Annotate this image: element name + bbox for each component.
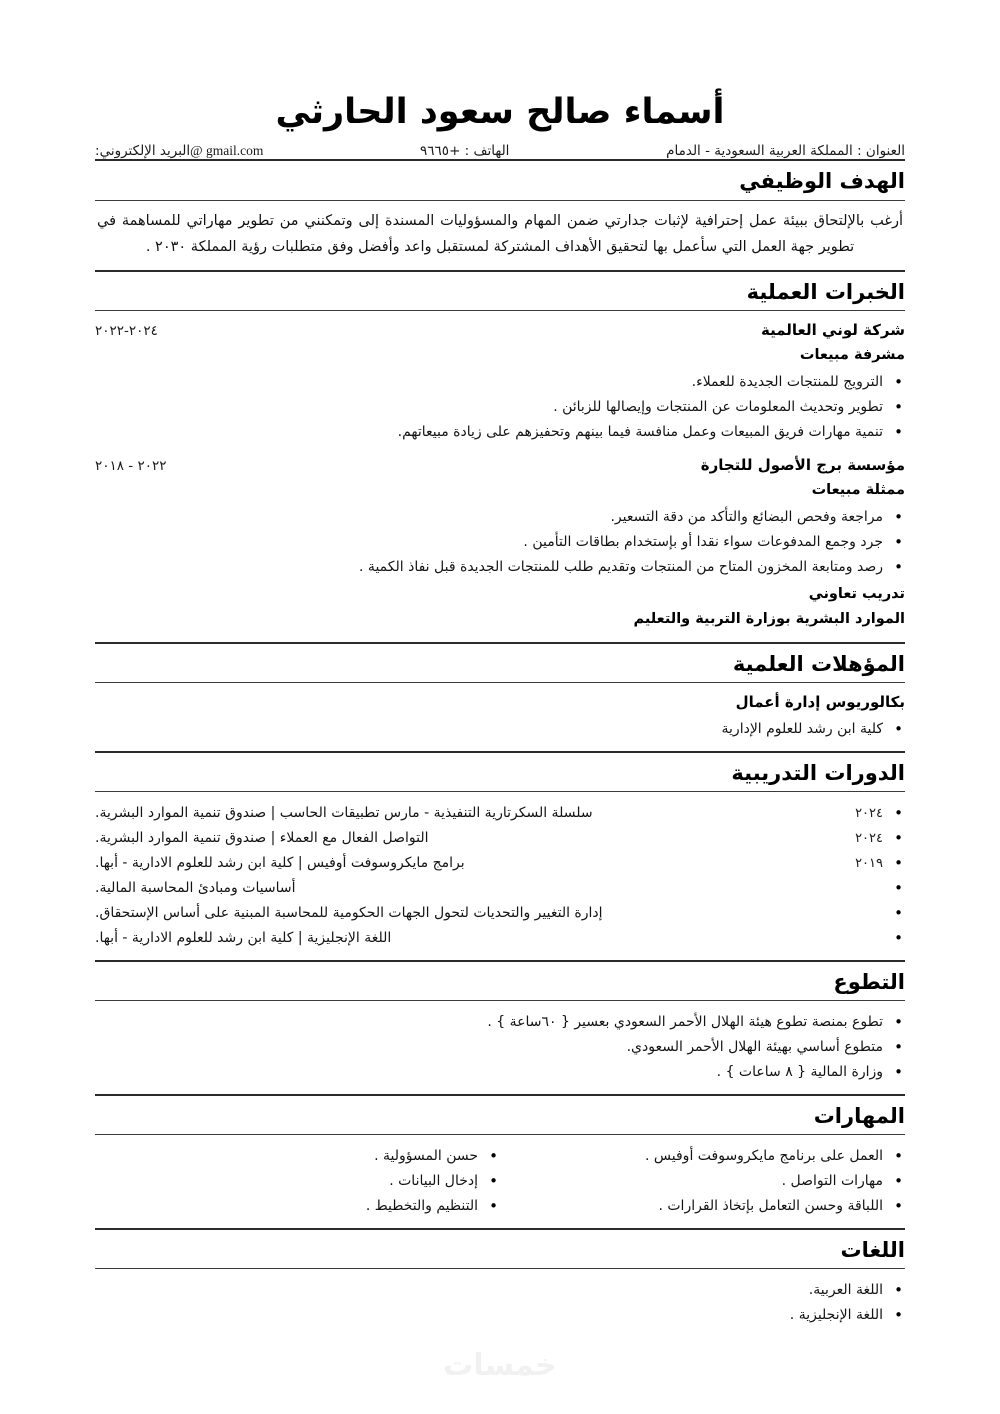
section-body-skills: [95, 1135, 905, 1228]
section-body-courses: [95, 792, 905, 959]
list-item: • العمل على برنامج مايكروسوفت أوفيس .: [500, 1144, 905, 1169]
objective-text: أرغب بالإلتحاق ببيئة عمل إحترافية لإثبات جدارتي ضمن المهام والمسؤوليات المسندة إلى وتمكنني من تطوير مهاراتي للمساهمة في تطوير جهة العمل التي سأعمل بها لتحقيق الأهداف المشتركة لمستقبل واعد وأفضل وفق متطلبات رؤية المملكة ٢٠٣٠ .: [97, 212, 903, 256]
watermark: خمسات: [443, 1348, 557, 1383]
contact-row: [95, 143, 905, 159]
course-date: ٢٠٢٤: [855, 806, 883, 822]
section-title-objective: الهدف الوظيفي: [739, 169, 905, 194]
experience-org: مؤسسة برج الأصول للتجارة: [700, 456, 905, 475]
experience-role: ممثلة مبيعات: [811, 481, 905, 498]
list-item: • إدخال البيانات .: [95, 1169, 500, 1194]
section-title-experience: الخبرات العملية: [746, 280, 905, 305]
list-item: • اللغة الإنجليزية .: [95, 1303, 905, 1328]
course-text: • إدارة التغيير والتحديات لتحول الجهات الحكومية للمحاسبة المبنية على أساس الإستحقاق.: [95, 905, 603, 922]
contact-email-label: البريد الإلكتروني:: [95, 143, 191, 160]
experience-entry-head: [95, 318, 905, 343]
section-title-languages: اللغات: [840, 1237, 905, 1262]
volunteering-list: [95, 1010, 905, 1085]
contact-email-value: @ gmail.com: [190, 143, 264, 159]
courses-list: [95, 801, 905, 950]
list-item: • الترويج للمنتجات الجديدة للعملاء.: [95, 370, 905, 395]
section-body-education: [95, 683, 905, 751]
experience-entry: [95, 453, 905, 580]
experience-org: شركة لوني العالمية: [761, 321, 905, 340]
section-body-volunteering: [95, 1001, 905, 1094]
section-volunteering: [95, 962, 905, 1094]
section-title-skills: المهارات: [813, 1103, 905, 1128]
section-languages: [95, 1230, 905, 1337]
skills-columns: [95, 1142, 905, 1219]
section-title-volunteering: التطوع: [833, 969, 905, 994]
course-text: • برامج مايكروسوفت أوفيس | كلية ابن رشد للعلوم الادارية - أبها.: [95, 855, 465, 872]
list-item: • تنمية مهارات فريق المبيعات وعمل منافسة فيما بينهم وتحفيزهم على زيادة مبيعاتهم.: [95, 420, 905, 445]
coop-training-title: تدريب تعاوني: [808, 585, 905, 602]
list-item: • رصد ومتابعة المخزون المتاح من المنتجات وتقديم طلب للمنتجات الجديدة قبل نفاذ الكمية .: [95, 555, 905, 580]
list-item: • حسن المسؤولية .: [95, 1144, 500, 1169]
list-item: [95, 876, 905, 901]
skills-list-right: [500, 1144, 905, 1219]
section-title-education: المؤهلات العلمية: [732, 651, 905, 676]
skills-list-left: [95, 1144, 500, 1219]
list-item: [95, 826, 905, 851]
experience-entry-head: [95, 453, 905, 478]
coop-training-block: [95, 582, 905, 633]
list-item: • اللغة العربية.: [95, 1278, 905, 1303]
list-item: • مهارات التواصل .: [500, 1169, 905, 1194]
course-text: • سلسلة السكرتارية التنفيذية - مارس تطبيقات الحاسب | صندوق تنمية الموارد البشرية.: [95, 805, 593, 822]
list-item: • التنظيم والتخطيط .: [95, 1194, 500, 1219]
coop-training-org: الموارد البشرية بوزارة التربية والتعليم: [633, 611, 905, 628]
course-text: • اللغة الإنجليزية | كلية ابن رشد للعلوم الادارية - أبها.: [95, 929, 392, 946]
languages-list: [95, 1278, 905, 1328]
contact-phone: الهاتف : +٩٦٦٥: [420, 143, 510, 160]
section-body-experience: [95, 311, 905, 641]
list-item: • تطوع بمنصة تطوع هيئة الهلال الأحمر السعودي بعسير { ٦٠ساعة } .: [95, 1010, 905, 1035]
course-date: ٢٠١٩: [855, 856, 883, 872]
list-item: • وزارة المالية { ٨ ساعات } .: [95, 1060, 905, 1085]
section-objective: [95, 161, 905, 270]
list-item: [95, 926, 905, 951]
list-item: • متطوع أساسي بهيئة الهلال الأحمر السعودي.: [95, 1035, 905, 1060]
education-degree: بكالوريوس إدارة أعمال: [735, 692, 905, 711]
course-text: • أساسيات ومبادئ المحاسبة المالية.: [95, 880, 296, 897]
course-text: • التواصل الفعال مع العملاء | صندوق تنمية الموارد البشرية.: [95, 830, 429, 847]
section-body-languages: [95, 1269, 905, 1337]
list-item: • اللباقة وحسن التعامل بإتخاذ القرارات .: [500, 1194, 905, 1219]
list-item: • جرد وجمع المدفوعات سواء نقدا أو بإستخدام بطاقات التأمين .: [95, 530, 905, 555]
section-education: [95, 644, 905, 752]
skills-column-left: [95, 1142, 500, 1219]
experience-entry: [95, 318, 905, 445]
list-item: [95, 801, 905, 826]
cv-content: [95, 0, 905, 1337]
section-skills: [95, 1096, 905, 1228]
course-date: ٢٠٢٤: [855, 831, 883, 847]
section-courses: [95, 753, 905, 960]
section-body-objective: [95, 201, 905, 271]
list-item: • كلية ابن رشد للعلوم الإدارية: [95, 717, 905, 742]
list-item: • تطوير وتحديث المعلومات عن المنتجات وإيصالها للزبائن .: [95, 395, 905, 420]
list-item: • مراجعة وفحص البضائع والتأكد من دقة التسعير.: [95, 505, 905, 530]
list-item: [95, 901, 905, 926]
experience-date: ٢٠٢٢ - ٢٠١٨: [95, 458, 167, 475]
contact-address: العنوان : المملكة العربية السعودية - الدمام: [666, 143, 905, 160]
experience-date: ٢٠٢٤-٢٠٢٢: [95, 323, 158, 340]
skills-column-right: [500, 1142, 905, 1219]
list-item: [95, 851, 905, 876]
experience-bullets: [95, 505, 905, 580]
contact-email: [95, 143, 263, 159]
experience-role: مشرفة مبيعات: [799, 346, 905, 363]
experience-bullets: [95, 370, 905, 445]
section-experience: [95, 272, 905, 641]
page-title: أسماء صالح سعود الحارثي: [275, 92, 725, 132]
section-title-courses: الدورات التدريبية: [731, 761, 905, 786]
education-bullets: [95, 717, 905, 742]
